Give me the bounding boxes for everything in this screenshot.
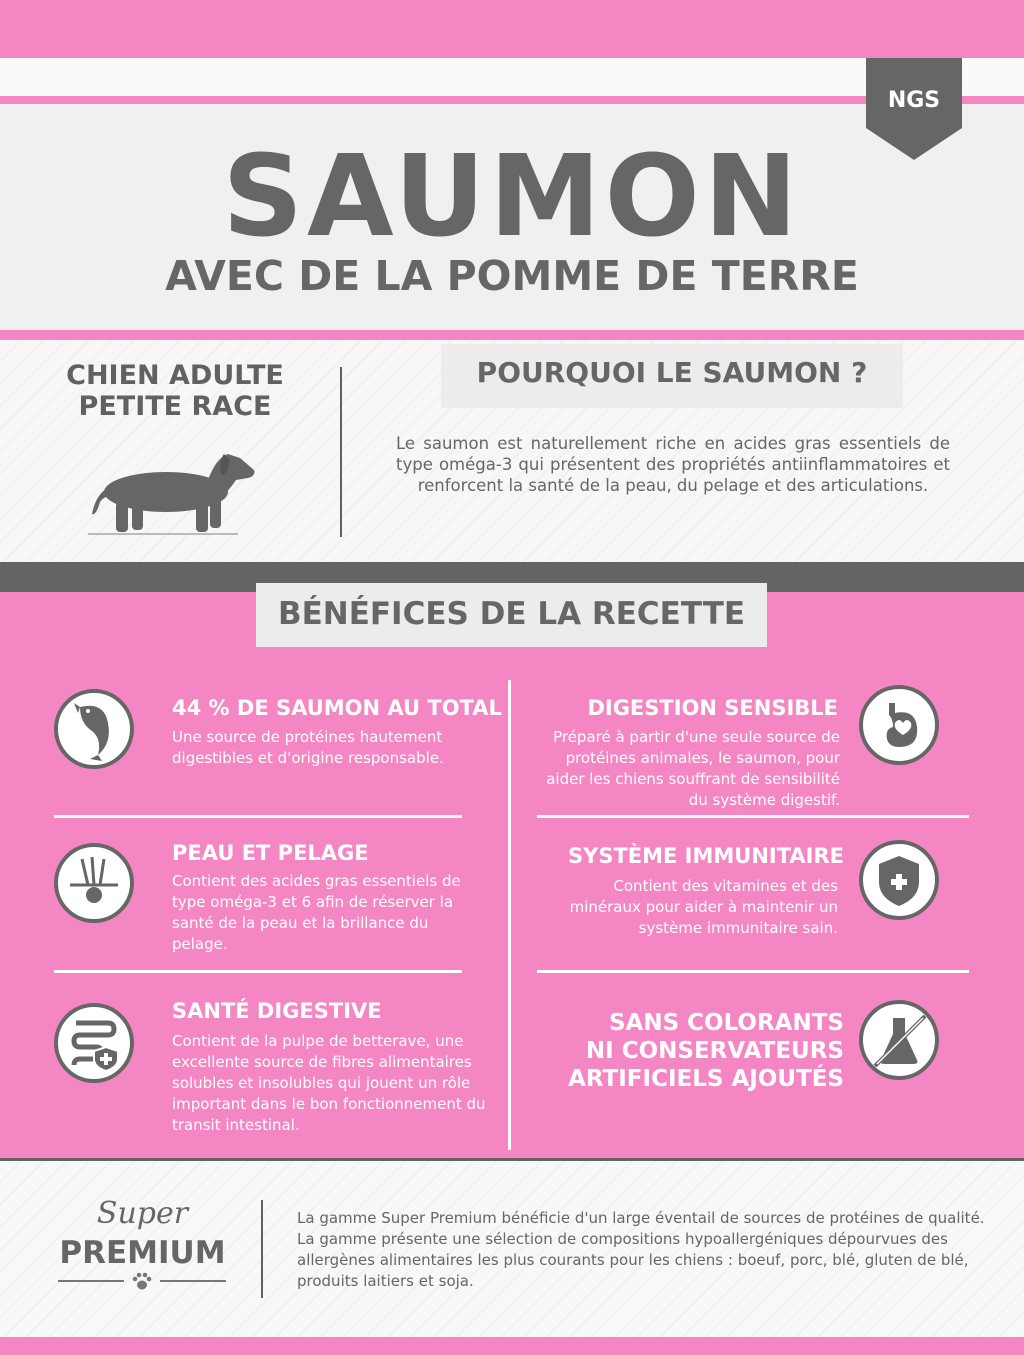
benefit-text: Préparé à partir d'une seule source de protéines animales, le saumon, pour aider les chiens souffrant de sensibilité du système digestif. xyxy=(546,728,840,809)
paw-icon xyxy=(130,1270,154,1296)
benefits-heading: BÉNÉFICES DE LA RECETTE xyxy=(277,596,746,632)
logo-line xyxy=(160,1280,226,1282)
benefit-divider xyxy=(537,815,969,818)
why-heading: POURQUOI LE SAUMON ? xyxy=(476,356,868,389)
benefits-center-divider xyxy=(508,680,511,1150)
benefit-text: Contient des vitamines et des minéraux pour aider à maintenir un système immunitaire sain. xyxy=(569,877,838,937)
no-additives-line-3: ARTIFICIELS AJOUTÉS xyxy=(568,1066,844,1092)
benefit-text: Contient des acides gras essentiels de type oméga-3 et 6 afin de réserver la santé de la peau et la brillance du pelage. xyxy=(172,872,461,953)
stomach-heart-icon xyxy=(859,685,939,765)
no-additives-line-1: SANS COLORANTS xyxy=(608,1010,844,1036)
no-chemicals-icon xyxy=(859,1000,939,1080)
page-title: SAUMON xyxy=(222,132,802,262)
benefit-title: SYSTÈME IMMUNITAIRE xyxy=(567,844,844,868)
why-text: Le saumon est naturellement riche en acides gras essentiels de type oméga-3 qui présentent des propriétés antiinflammatoires et renforcent la santé de la peau, du pelage et des articulations. xyxy=(396,434,950,495)
bottom-pink-band xyxy=(0,1337,1024,1355)
title-pink-line xyxy=(0,330,1024,340)
breed-label xyxy=(30,360,320,422)
footer-divider xyxy=(261,1200,263,1298)
benefit-divider xyxy=(54,970,462,973)
ngs-badge-label: NGS xyxy=(887,88,941,113)
super-premium-logo-script: Super xyxy=(96,1196,189,1231)
top-pink-band xyxy=(0,0,1024,58)
benefit-title: DIGESTION SENSIBLE xyxy=(587,696,838,720)
benefit-text: Contient de la pulpe de betterave, une excellente source de fibres alimentaires solubles et insolubles qui jouent un rôle important dans le bon fonctionnement du transit intestinal. xyxy=(172,1032,486,1134)
salmon-icon xyxy=(54,689,134,769)
breed-line-2: PETITE RACE xyxy=(78,391,272,422)
benefit-title: 44 % DE SAUMON AU TOTAL xyxy=(172,696,502,720)
benefit-text: Une source de protéines hautement digestibles et d'origine responsable. xyxy=(172,728,444,767)
benefit-title: PEAU ET PELAGE xyxy=(172,841,369,865)
benefit-divider xyxy=(54,815,462,818)
skin-hair-icon xyxy=(54,843,134,923)
intestine-icon xyxy=(54,1003,134,1083)
page-subtitle: AVEC DE LA POMME DE TERRE xyxy=(165,252,859,300)
benefit-title: SANTÉ DIGESTIVE xyxy=(172,999,382,1023)
dachshund-icon xyxy=(88,440,258,544)
intro-divider xyxy=(340,367,342,537)
benefit-divider xyxy=(537,970,969,973)
super-premium-logo-word: PREMIUM xyxy=(59,1235,226,1271)
logo-line xyxy=(58,1280,124,1282)
shield-plus-icon xyxy=(859,840,939,920)
breed-line-1: CHIEN ADULTE xyxy=(66,360,284,391)
benefit-title-no-additives xyxy=(520,1009,844,1093)
footer-text: La gamme Super Premium bénéficie d'un large éventail de sources de protéines de qualité. La gamme présente une sélection de compositions hypoallergéniques dépourvues des allergènes alimentaires les plus courants pour les chiens : boeuf, porc, blé, gluten de blé, produits laitiers et soja. xyxy=(297,1209,985,1290)
no-additives-line-2: NI CONSERVATEURS xyxy=(585,1038,844,1064)
